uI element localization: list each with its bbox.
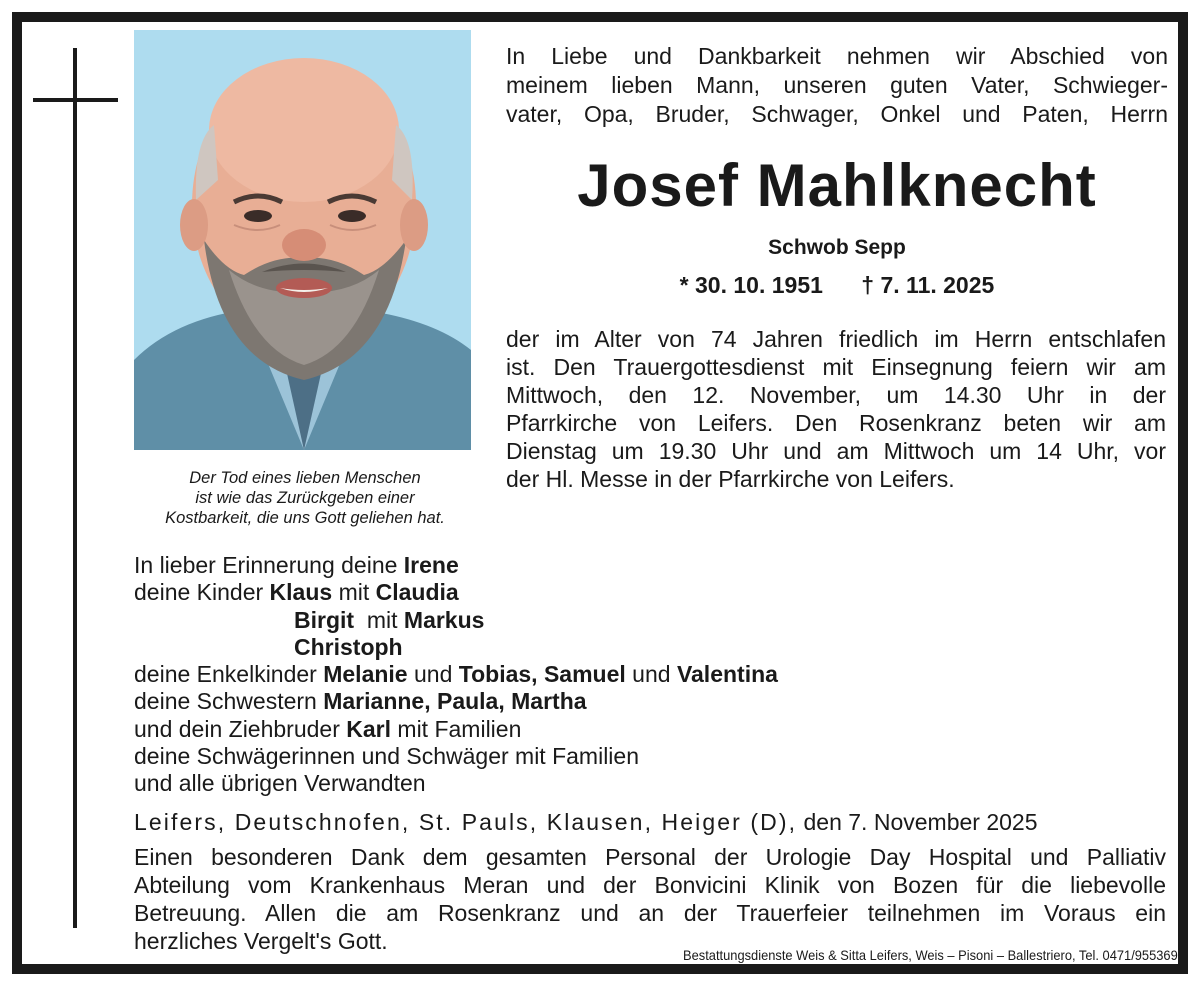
intro-line: meinem lieben Mann, unseren guten Vater, Schwieger-: [506, 72, 1168, 98]
cross-vertical-bar: [73, 48, 77, 928]
notice-date: den 7. November 2025: [803, 809, 1038, 835]
thanks-line: Betreuung. Allen die am Rosenkranz und an der Trauerfeier teilnehmen im Voraus ein: [134, 900, 1166, 926]
cross-horizontal-bar: [33, 98, 118, 102]
photo-caption-quote: [120, 468, 490, 528]
mourner-text: und: [625, 661, 677, 688]
place-and-date-line: [134, 808, 1166, 836]
body-line: Dienstag um 19.30 Uhr und am Mittwoch um 14 Uhr, vor: [506, 438, 1166, 464]
places: Leifers, Deutschnofen, St. Pauls, Klausen, Heiger (D),: [134, 809, 798, 835]
funeral-service-footer: Bestattungsdienste Weis & Sitta Leifers, Weis – Pisoni – Ballestriero, Tel. 0471/955369: [683, 947, 1178, 963]
deceased-name: Josef Mahlknecht: [577, 152, 1097, 219]
mourner-name: Claudia: [375, 579, 459, 606]
mourner-text: deine Schwägerinnen und Schwäger mit Familien: [134, 743, 640, 770]
mourner-line: [134, 661, 1134, 688]
portrait-photo: [134, 30, 471, 450]
mourner-name: Birgit: [294, 606, 355, 633]
mourners-list: [134, 552, 1134, 798]
thanks-line: Einen besonderen Dank dem gesamten Personal der Urologie Day Hospital und Palliativ: [134, 844, 1166, 870]
mourner-line: [134, 743, 1134, 770]
mourner-line: [134, 716, 1134, 743]
mourner-line: [134, 688, 1134, 715]
service-details-paragraph: [506, 325, 1166, 493]
mourner-text: mit: [332, 579, 376, 606]
mourner-text: deine Enkelkinder: [134, 661, 324, 688]
mourner-text: und alle übrigen Verwandten: [134, 770, 426, 797]
mourner-line: [134, 607, 1134, 634]
thanks-line: Abteilung vom Krankenhaus Meran und der Bonvicini Klinik von Bozen für die liebevolle: [134, 872, 1166, 898]
intro-paragraph: [506, 42, 1168, 129]
mourner-text: und: [407, 661, 459, 688]
mourner-name: Klaus: [269, 579, 333, 606]
mourner-text: mit Familien: [391, 715, 522, 742]
mourner-text: mit: [354, 606, 404, 633]
body-line: ist. Den Trauergottesdienst mit Einsegnung feiern wir am: [506, 354, 1166, 380]
caption-line: ist wie das Zurückgeben einer: [195, 489, 415, 507]
body-line: Mittwoch, den 12. November, um 14.30 Uhr in der: [506, 382, 1166, 408]
mourner-name: Tobias, Samuel: [458, 661, 626, 688]
mourner-name: Melanie: [323, 661, 408, 688]
intro-line: vater, Opa, Bruder, Schwager, Onkel und Paten, Herrn: [506, 101, 1168, 127]
deceased-nickname: Schwob Sepp: [768, 236, 906, 259]
mourner-line: [134, 770, 1134, 797]
death-date: † 7. 11. 2025: [861, 272, 995, 298]
mourner-name: Valentina: [676, 661, 778, 688]
body-line: der Hl. Messe in der Pfarrkirche von Leifers.: [506, 466, 955, 492]
mourner-text: deine Schwestern: [134, 688, 324, 715]
caption-line: Kostbarkeit, die uns Gott geliehen hat.: [165, 509, 445, 527]
mourner-line: [134, 634, 1134, 661]
birth-date: * 30. 10. 1951: [679, 272, 823, 298]
life-dates: [506, 272, 1168, 299]
mourner-name: Markus: [403, 606, 485, 633]
mourner-name: Marianne, Paula, Martha: [323, 688, 587, 715]
mourner-line: [134, 579, 1134, 606]
caption-line: Der Tod eines lieben Menschen: [189, 469, 421, 487]
body-line: Pfarrkirche von Leifers. Den Rosenkranz beten wir am: [506, 410, 1166, 436]
mourner-text: deine Kinder: [134, 579, 270, 606]
intro-line: In Liebe und Dankbarkeit nehmen wir Abschied von: [506, 43, 1168, 69]
mourner-name: Christoph: [294, 633, 403, 660]
mourner-text: In lieber Erinnerung deine: [134, 552, 404, 578]
mourner-name: Irene: [403, 552, 459, 578]
mourner-name: Karl: [346, 715, 392, 742]
thanks-line: herzliches Vergelt's Gott.: [134, 928, 388, 954]
body-line: der im Alter von 74 Jahren friedlich im Herrn entschlafen: [506, 326, 1166, 352]
mourner-text: und dein Ziehbruder: [134, 715, 347, 742]
acknowledgement-paragraph: [134, 843, 1166, 955]
mourner-line: [134, 552, 1134, 579]
